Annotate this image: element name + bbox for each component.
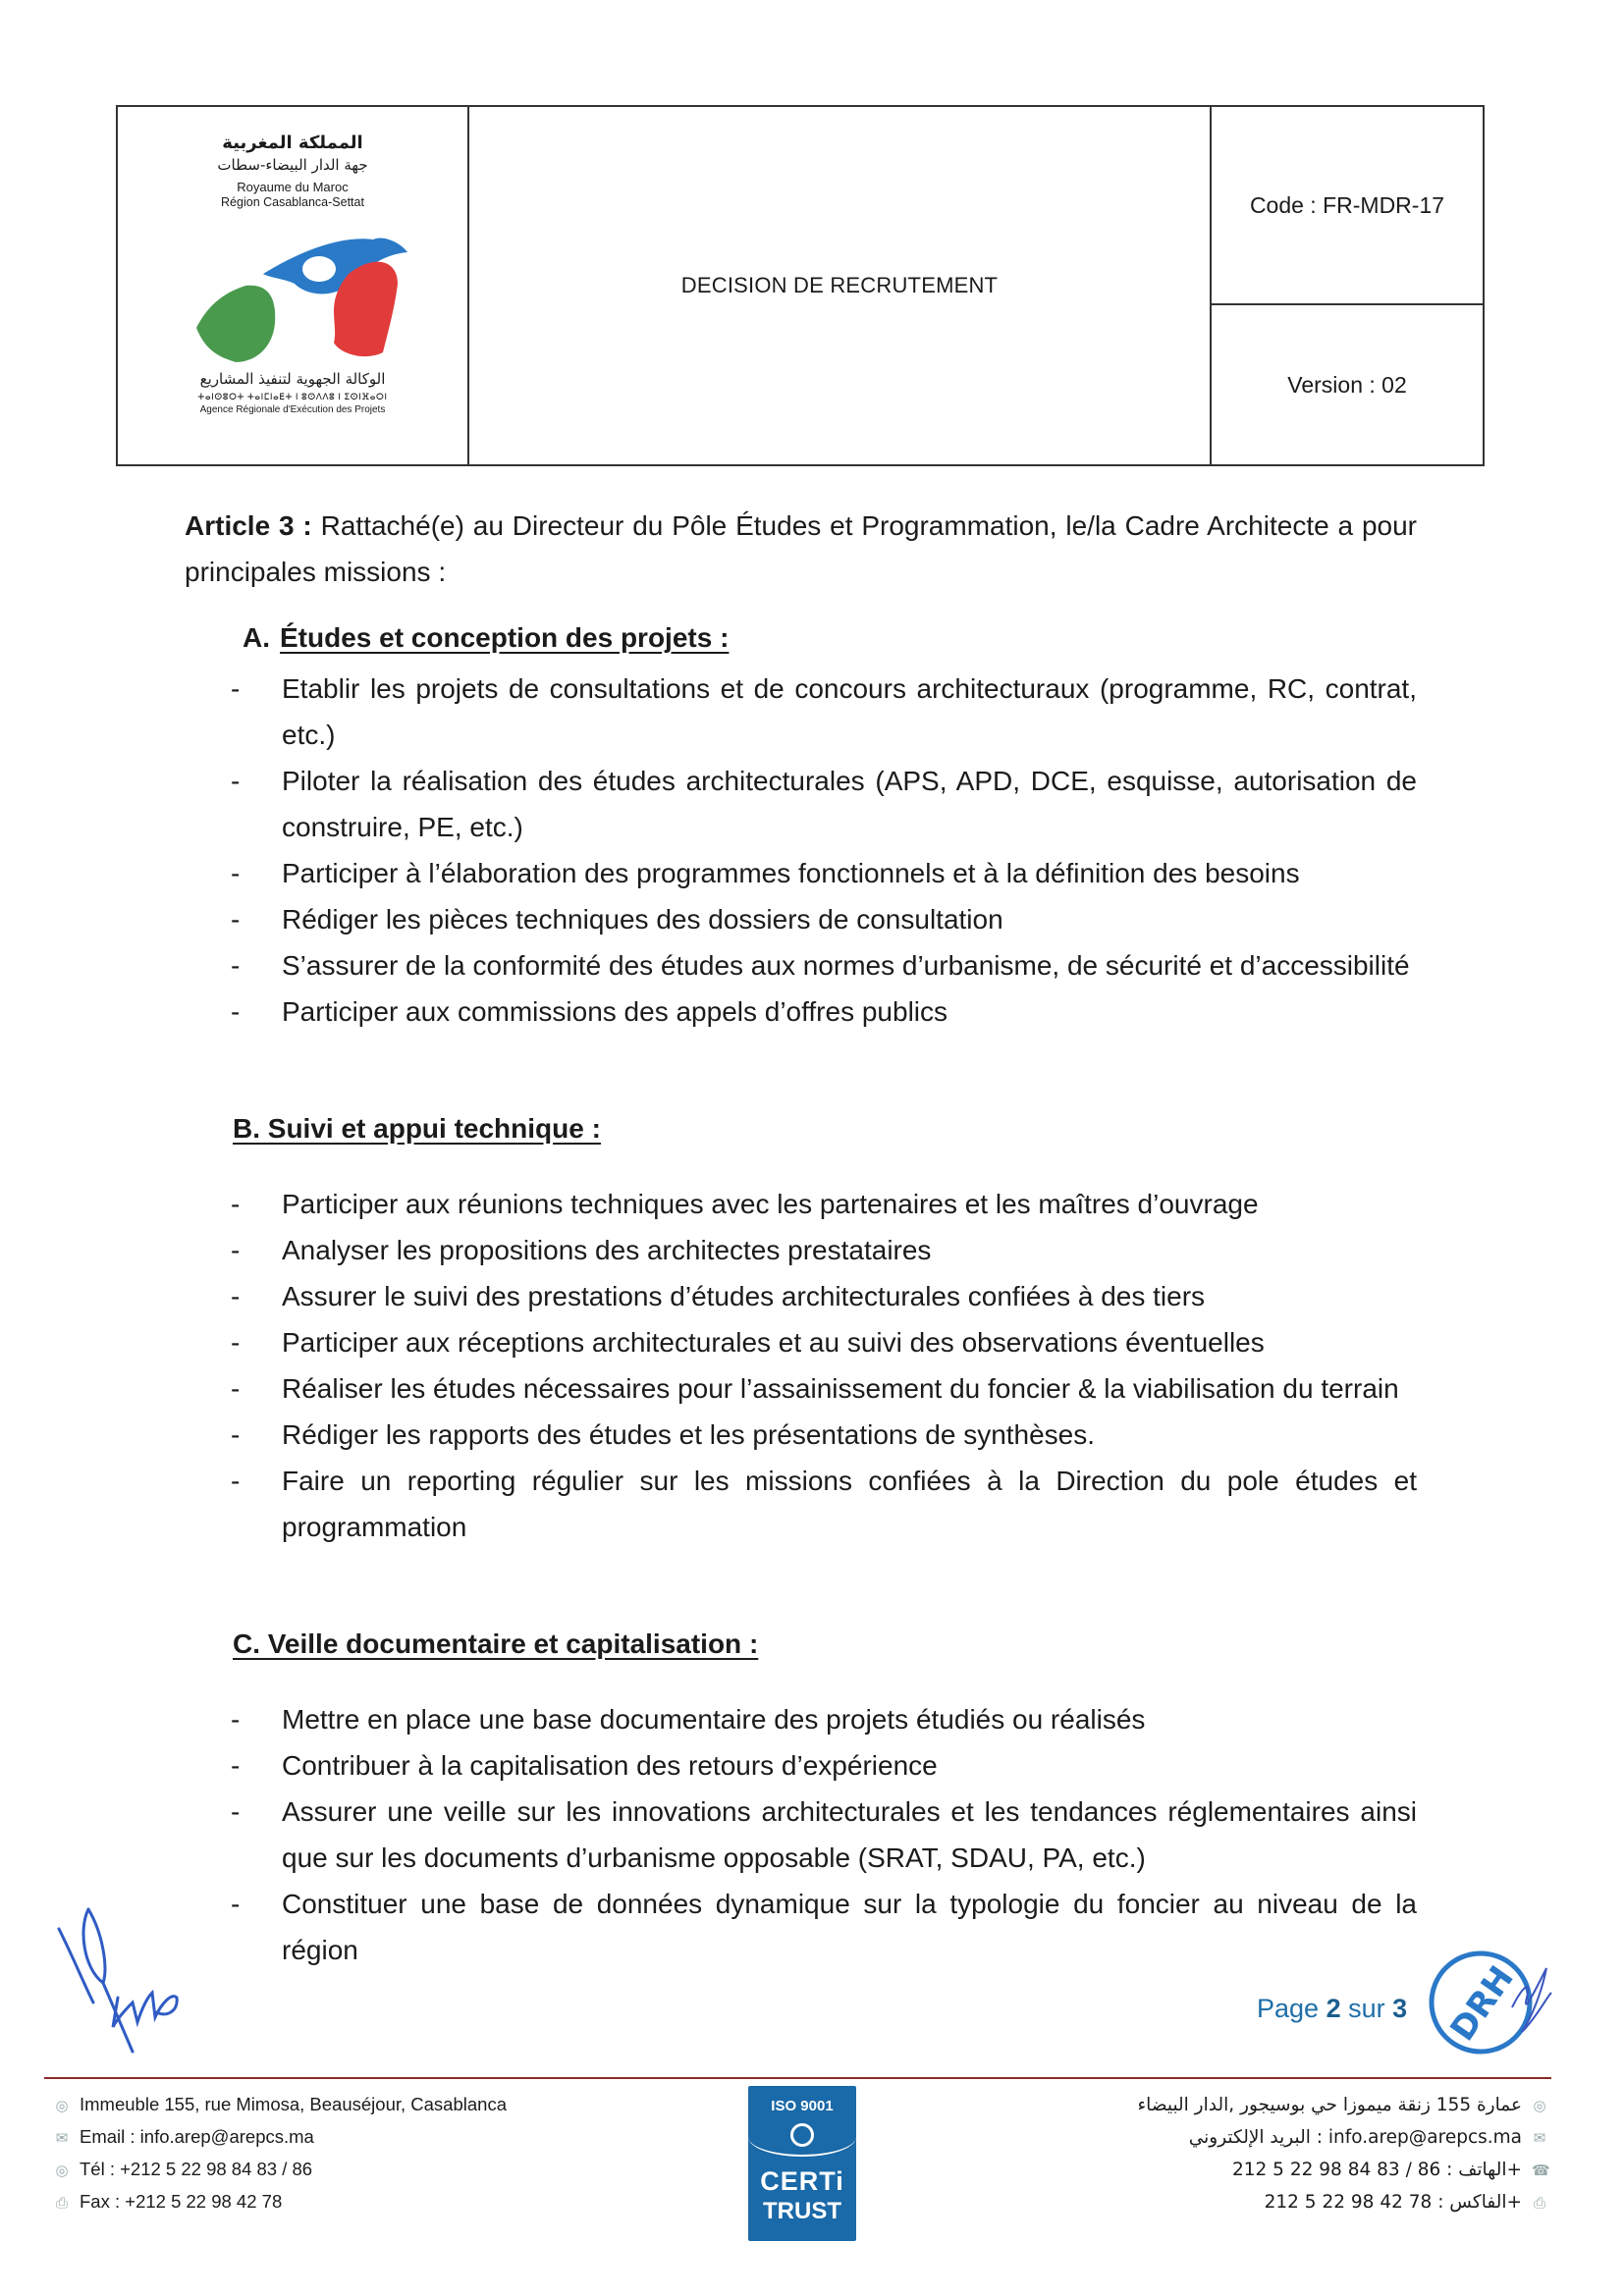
bullet-dash: - [231,1796,241,1827]
list-item: - Participer aux réunions techniques avec les partenaires et les maîtres d’ouvrage [231,1181,1417,1227]
iso-9001-certification-badge: ISO 9001 CERTi TRUST [748,2086,856,2241]
list-item: - Etablir les projets de consultations et de concours architecturaux (programme, RC, contrat, etc.) [231,666,1417,758]
location-pin-icon: ◎ [1533,2098,1546,2114]
list-item: - Participer à l’élaboration des programmes fonctionnels et à la définition des besoins [231,850,1417,896]
article-label: Article 3 : [185,510,312,541]
logo-agency-arabic: الوكالة الجهوية لتنفيذ المشاريع [199,370,386,388]
bullet-dash: - [231,1704,241,1735]
bullet-dash: - [231,1889,241,1919]
logo-french-region: Région Casablanca-Settat [221,195,364,209]
bullet-dash: - [231,1419,241,1450]
section-a-heading [243,622,729,654]
bullet-dash: - [231,996,241,1027]
list-item: - Rédiger les rapports des études et les présentations de synthèses. [231,1412,1417,1458]
title-cell [469,107,1212,464]
list-item: - Assurer le suivi des prestations d’études architecturales confiées à des tiers [231,1273,1417,1319]
bullet-dash: - [231,1189,241,1219]
list-item: - Analyser les propositions des architectes prestataires [231,1227,1417,1273]
bullet-dash: - [231,1373,241,1404]
logo-french-kingdom: Royaume du Maroc [237,180,349,194]
list-item: - Réaliser les études nécessaires pour l’assainissement du foncier & la viabilisation du terrain [231,1365,1417,1412]
logo-agency-tifinagh: ⵜⴰⵏⵙⵓⵔⵜ ⵜⴰⵏⵎⵏⴰⴹⵜ ⵏ ⵓⵙⴷⴷⵓ ⵏ ⵉⵙⵏⴼⴰⵔⵏ [197,392,388,401]
logo-arabic-kingdom: المملكة المغربية [222,133,363,153]
stamp-text: DRH [1442,1958,1522,2049]
envelope-icon: ✉ [55,2130,69,2147]
bullet-dash: - [231,1235,241,1265]
section-c-heading: C. Veille documentaire et capitalisation : [233,1629,759,1659]
phone-icon: ☎ [1532,2163,1550,2179]
bullet-dash: - [231,950,241,981]
logo-cell [118,107,469,464]
fax-icon: ⎙ [55,2195,68,2212]
agency-logo-icon [177,215,412,362]
list-item: - S’assurer de la conformité des études aux normes d’urbanisme, de sécurité et d’accessibilité [231,942,1417,988]
footer-fax-ar: الفاكس : 78 42 98 22 5 212+ ⎙ [1137,2186,1547,2218]
list-item: - Rédiger les pièces techniques des dossiers de consultation [231,896,1417,942]
footer-email: ✉ Email : info.arep@arepcs.ma [54,2121,507,2154]
section-a-title: Études et conception des projets : [280,622,730,653]
footer-contact-arabic [1137,2089,1550,2218]
section-a-marker: A. [243,622,270,653]
footer-phone-ar: الهاتف : 86 / 83 84 98 22 5 212+ ☎ [1137,2154,1547,2186]
section-b-list [231,1181,1417,1550]
globe-icon [790,2123,814,2147]
drh-stamp-icon [1424,1949,1561,2056]
list-item: - Participer aux réceptions architecturales et au suivi des observations éventuelles [231,1319,1417,1365]
bullet-dash: - [231,858,241,888]
code-version-cell [1212,107,1483,464]
current-page: 2 [1326,1994,1341,2023]
bullet-dash: - [231,1750,241,1781]
footer-address-ar: عمارة 155 زنقة ميموزا حي بوسيجور ,الدار البيضاء ◎ [1137,2089,1547,2121]
bullet-dash: - [231,1281,241,1311]
list-item: - Piloter la réalisation des études architecturales (APS, APD, DCE, esquisse, autorisation de construire, PE, etc.) [231,758,1417,850]
logo-agency-french: Agence Régionale d'Exécution des Projets [199,404,386,415]
location-pin-icon: ◎ [55,2098,69,2114]
list-item: - Assurer une veille sur les innovations architecturales et les tendances réglementaires ainsi que sur les documents d’urbanisme opposable (SRAT, SDAU, PA, etc.) [231,1789,1417,1881]
list-item: - Constituer une base de données dynamique sur la typologie du foncier au niveau de la région [231,1881,1417,1973]
bullet-dash: - [231,766,241,796]
footer-email-ar: البريد الإلكتروني : info.arep@arepcs.ma ✉ [1137,2121,1547,2154]
page-number: Page 2 sur 3 [1257,1994,1408,2023]
document-version: Version : 02 [1287,371,1407,398]
section-a-list [231,666,1417,1035]
footer-fax: ⎙ Fax : +212 5 22 98 42 78 [54,2186,507,2218]
list-item: - Faire un reporting régulier sur les missions confiées à la Direction du pole études et programmation [231,1458,1417,1550]
bullet-dash: - [231,673,241,704]
section-b-heading: B. Suivi et appui technique : [233,1113,601,1144]
list-item: - Contribuer à la capitalisation des retours d’expérience [231,1742,1417,1789]
bullet-dash: - [231,1466,241,1496]
document-header-table [116,105,1485,466]
bullet-dash: - [231,1327,241,1358]
document-title: DECISION DE RECRUTEMENT [680,273,999,297]
footer-contact-french [54,2089,507,2218]
list-item: - Mettre en place une base documentaire des projets étudiés ou réalisés [231,1696,1417,1742]
handwritten-signature-icon [49,1890,206,2056]
document-code: Code : FR-MDR-17 [1212,107,1483,305]
footer-divider [44,2077,1551,2079]
footer-address: ◎ Immeuble 155, rue Mimosa, Beauséjour, Casablanca [54,2089,507,2121]
list-item: - Participer aux commissions des appels d’offres publics [231,988,1417,1035]
article-text: Rattaché(e) au Directeur du Pôle Études et Programmation, le/la Cadre Architecte a pour principales missions : [185,510,1417,587]
footer-phone: ◎ Tél : +212 5 22 98 84 83 / 86 [54,2154,507,2186]
location-pin-icon: ◎ [55,2163,69,2179]
article-intro [185,503,1417,595]
bullet-dash: - [231,904,241,934]
total-pages: 3 [1392,1994,1408,2023]
envelope-icon: ✉ [1533,2130,1546,2147]
section-c-list [231,1696,1417,1973]
logo-arabic-region: جهة الدار البيضاء-سطات [217,156,368,174]
fax-icon: ⎙ [1533,2195,1545,2212]
